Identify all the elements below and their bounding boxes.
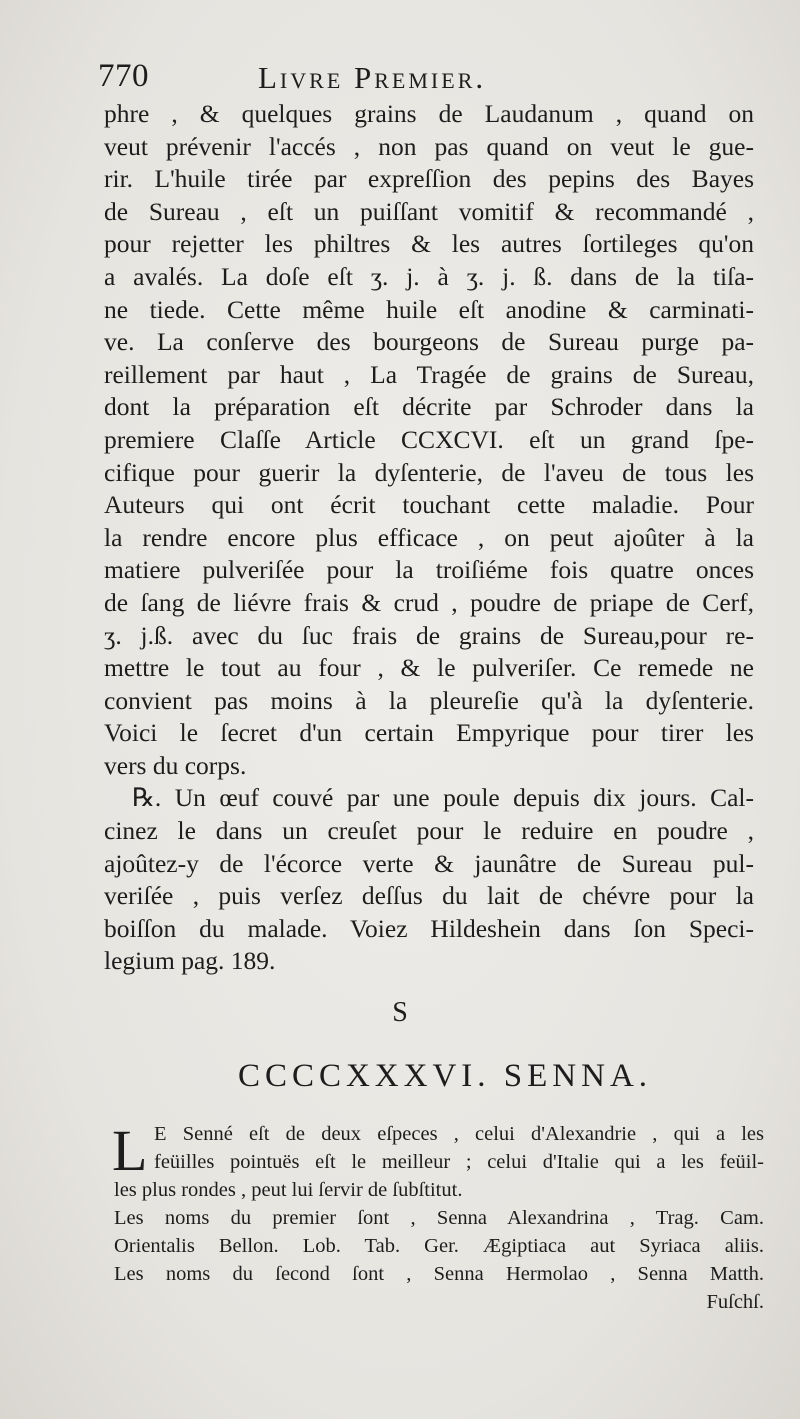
recipe-line: ℞. Un œuf couvé par une poule depuis dix jours. Cal- xyxy=(132,783,754,813)
text-line: mettre le tout au four , & le pulveriſer. Ce remede ne xyxy=(104,653,754,683)
section-letter: S xyxy=(392,997,408,1028)
text-line: premiere Claſſe Article CCXCVI. eſt un grand ſpe- xyxy=(104,424,754,454)
text-line: de ſang de liévre frais & crud , poudre de priape de Cerf, xyxy=(104,587,754,617)
text-line: Orientalis Bellon. Lob. Tab. Ger. Ægiptiaca aut Syriaca aliis. xyxy=(114,1235,764,1257)
text-line: phre , & quelques grains de Laudanum , quand on xyxy=(104,99,754,128)
text-line: dont la préparation eſt décrite par Schroder dans la xyxy=(104,392,754,422)
running-title: Livre Premier. xyxy=(258,60,487,95)
text-line: Voici le ſecret d'un certain Empyrique pour tirer les xyxy=(104,718,754,748)
main-text-block xyxy=(104,98,754,978)
text-line: E Senné eſt de deux eſpeces , celui d'Alexandrie , qui a les xyxy=(154,1123,764,1145)
text-line: les plus rondes , peut lui ſervir de ſubſtitut. xyxy=(114,1179,463,1201)
text-line: reillement par haut , La Tragée de grains de Sureau, xyxy=(104,359,754,389)
text-line: feüilles pointuës eſt le meilleur ; celui d'Italie qui a les feüil- xyxy=(154,1151,764,1173)
text-line: cinez le dans un creuſet pour le reduire en poudre , xyxy=(104,816,754,846)
page-number: 770 xyxy=(98,58,149,94)
drop-cap: L xyxy=(112,1118,148,1183)
text-line: matiere pulveriſée pour la troiſiéme fois quatre onces xyxy=(104,555,754,585)
text-line: legium pag. 189. xyxy=(104,946,276,976)
text-line: a avalés. La doſe eſt ʒ. j. à ʒ. j. ß. dans de la tiſa- xyxy=(104,261,754,291)
text-line: veut prévenir l'accés , non pas quand on veut le gue- xyxy=(104,131,754,161)
senna-text-block xyxy=(114,1120,764,1316)
text-line: ajoûtez-y de l'écorce verte & jaunâtre de Sureau pul- xyxy=(104,848,754,878)
section-title: CCCCXXXVI. SENNA. xyxy=(237,1058,653,1094)
text-line: Les noms du ſecond ſont , Senna Hermolao , Senna Matth. xyxy=(114,1263,764,1285)
text-line: ve. La conſerve des bourgeons de Sureau purge pa- xyxy=(104,327,754,357)
running-head xyxy=(98,58,758,98)
text-line: boiſſon du malade. Voiez Hildeshein dans ſon Speci- xyxy=(104,913,754,943)
text-line: de Sureau , eſt un puiſſant vomitif & recommandé , xyxy=(104,196,754,226)
text-line: vers du corps. xyxy=(104,750,247,780)
text-line: convient pas moins à la pleureſie qu'à la dyſenterie. xyxy=(104,685,754,715)
text-line: veriſée , puis verſez deſſus du lait de chévre pour la xyxy=(104,881,754,911)
text-line: Fuſchſ. xyxy=(706,1291,764,1313)
text-line: ne tiede. Cette même huile eſt anodine & carminati- xyxy=(104,294,754,324)
text-line: pour rejetter les philtres & les autres ſortileges qu'on xyxy=(104,229,754,259)
text-line: Les noms du premier ſont , Senna Alexandrina , Trag. Cam. xyxy=(114,1207,764,1229)
text-line: la rendre encore plus efficace , on peut ajoûter à la xyxy=(104,522,754,552)
text-line: Auteurs qui ont écrit touchant cette maladie. Pour xyxy=(104,490,754,520)
text-line: rir. L'huile tirée par expreſſion des pepins des Bayes xyxy=(104,164,754,194)
text-line: cifique pour guerir la dyſenterie, de l'aveu de tous les xyxy=(104,457,754,487)
text-line: ʒ. j.ß. avec du ſuc frais de grains de Sureau,pour re- xyxy=(104,620,754,650)
